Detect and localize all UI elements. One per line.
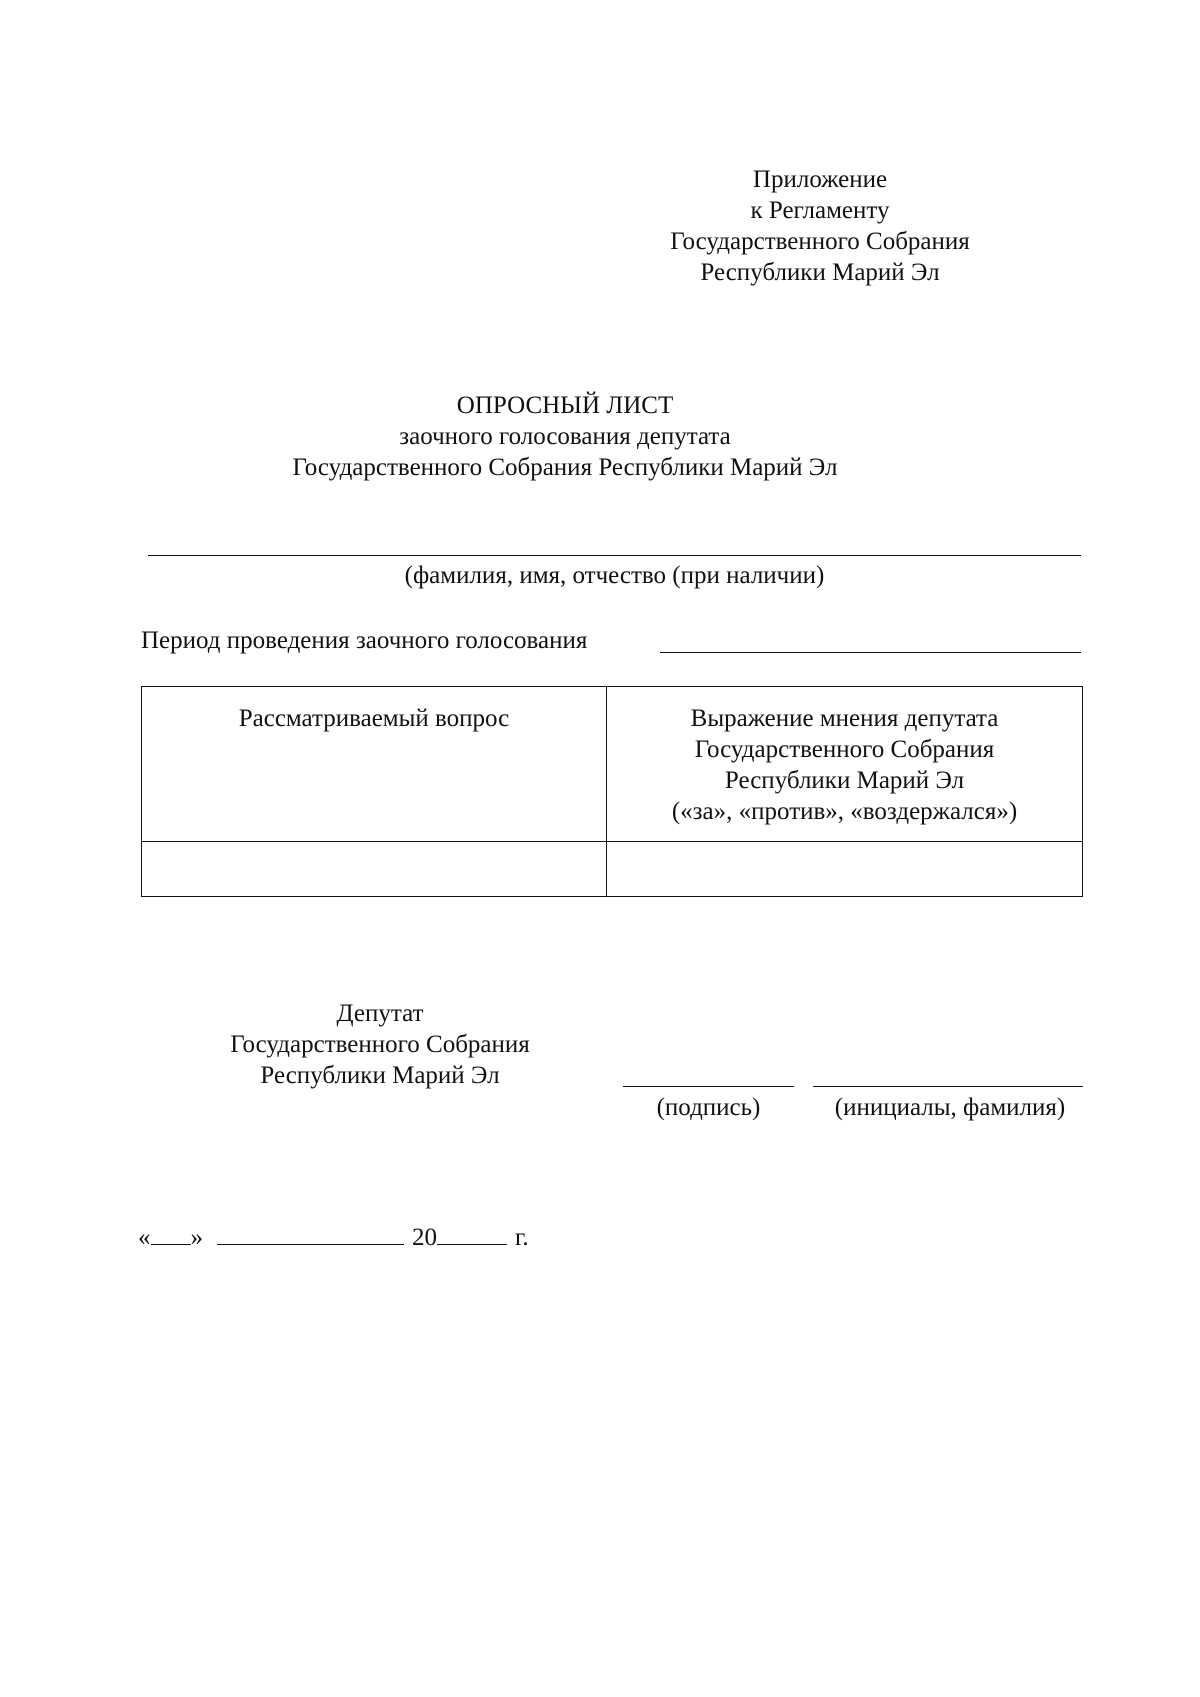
date-day-field[interactable]	[151, 1222, 191, 1245]
question-header: Рассматриваемый вопрос	[238, 705, 510, 732]
signature-field[interactable]	[623, 1086, 794, 1087]
date-year-prefix: 20	[412, 1224, 437, 1251]
deputy-line-1: Депутат	[336, 1000, 424, 1027]
appendix-note	[640, 164, 1000, 288]
opinion-cell[interactable]	[607, 842, 1083, 897]
title-heading: ОПРОСНЫЙ ЛИСТ	[456, 392, 674, 419]
deputy-line-2: Государственного Собрания	[230, 1031, 530, 1058]
appendix-line-2: к Регламенту	[750, 197, 890, 224]
date-close-quote: »	[190, 1224, 203, 1251]
signature-caption: (подпись)	[656, 1094, 761, 1121]
question-cell[interactable]	[142, 842, 607, 897]
opinion-header-line-1: Выражение мнения депутата	[690, 705, 999, 732]
opinion-header-line-2: Государственного Собрания	[694, 736, 995, 763]
full-name-caption: (фамилия, имя, отчество (при наличии)	[404, 562, 825, 589]
initials-caption: (инициалы, фамилия)	[834, 1094, 1066, 1121]
full-name-field[interactable]	[148, 555, 1081, 556]
initials-field[interactable]	[813, 1086, 1083, 1087]
question-header-cell	[142, 687, 607, 842]
opinion-header-line-4: («за», «против», «воздержался»)	[671, 798, 1018, 825]
appendix-line-4: Республики Марий Эл	[700, 259, 940, 286]
period-label: Период проведения заочного голосования	[141, 627, 588, 654]
date-row	[138, 1222, 529, 1253]
deputy-line-3: Республики Марий Эл	[260, 1062, 500, 1089]
appendix-line-1: Приложение	[752, 166, 888, 193]
date-open-quote: «	[138, 1224, 151, 1251]
table-header-row	[142, 687, 1083, 842]
document-title	[130, 390, 1000, 483]
date-year-field[interactable]	[437, 1222, 507, 1245]
title-line-2: заочного голосования депутата	[399, 423, 731, 450]
voting-table	[141, 686, 1083, 897]
date-month-field[interactable]	[217, 1222, 404, 1245]
period-field[interactable]	[660, 652, 1081, 653]
table-row	[142, 842, 1083, 897]
opinion-header-line-3: Республики Марий Эл	[724, 767, 965, 794]
appendix-line-3: Государственного Собрания	[670, 228, 970, 255]
date-year-suffix: г.	[515, 1224, 529, 1251]
opinion-header-cell	[607, 687, 1083, 842]
title-line-3: Государственного Собрания Республики Марий Эл	[292, 454, 838, 481]
deputy-title	[180, 998, 580, 1091]
